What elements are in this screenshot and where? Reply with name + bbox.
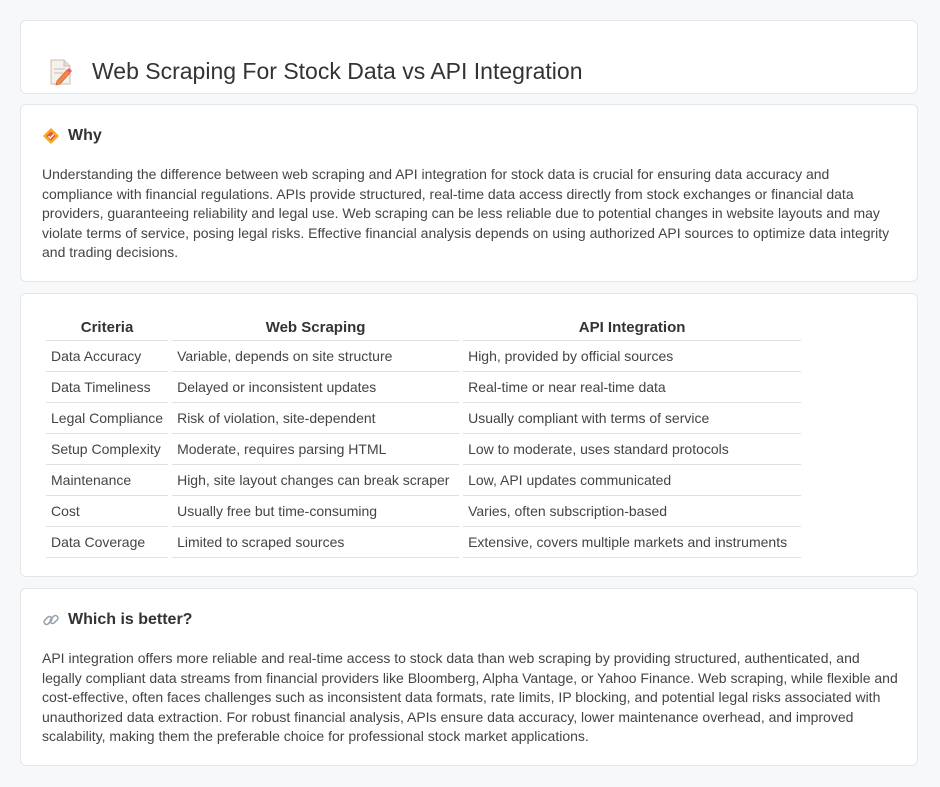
column-header: Web Scraping [172,315,459,341]
table-cell: Varies, often subscription-based [463,496,801,527]
table-row [46,496,801,527]
link-icon [42,611,60,629]
why-title: Why [68,127,102,144]
title-card [20,20,918,94]
table-cell: High, provided by official sources [463,341,801,372]
comparison-section [20,293,918,577]
column-header: API Integration [463,315,801,341]
table-cell: Low to moderate, uses standard protocols [463,434,801,465]
table-cell: Delayed or inconsistent updates [172,372,459,403]
diamond-icon [42,127,60,145]
table-row [46,403,801,434]
which-better-text: API integration offers more reliable and real-time access to stock data than web scraping by providing structured, authenticated, and legally compliant data streams from financial providers like Bloomberg, Alpha Vantage, or Yahoo Finance. Web scraping, while flexible and cost-effective, often faces challenges such as inconsistent data formats, rate limits, IP blocking, and potential legal risks associated with unauthorized data extraction. For robust financial analysis, APIs ensure data accuracy, lower maintenance overhead, and improved scalability, making them the preferable choice for professional stock market applications. [42,650,898,745]
table-cell: Setup Complexity [46,434,168,465]
table-cell: Cost [46,496,168,527]
table-row [46,465,801,496]
table-cell: Extensive, covers multiple markets and instruments [463,527,801,558]
why-section [20,104,918,282]
table-cell: Legal Compliance [46,403,168,434]
table-cell: Maintenance [46,465,168,496]
table-cell: Data Accuracy [46,341,168,372]
table-cell: Limited to scraped sources [172,527,459,558]
which-better-title: Which is better? [68,611,193,628]
table-cell: Data Coverage [46,527,168,558]
table-cell: Real-time or near real-time data [463,372,801,403]
why-text: Understanding the difference between web scraping and API integration for stock data is crucial for ensuring data accuracy and compliance with financial regulations. APIs provide structured, real-time data access directly from stock exchanges or financial data providers, guaranteeing reliability and legal use. Web scraping can be less reliable due to potential changes in website layouts and may violate terms of service, posing legal risks. Effective financial analysis depends on using authorized API sources to optimize data integrity and trading decisions. [42,166,890,261]
document-edit-icon [45,57,75,87]
table-row [46,434,801,465]
table-row [46,372,801,403]
comparison-table [42,315,805,558]
table-cell: Risk of violation, site-dependent [172,403,459,434]
table-cell: High, site layout changes can break scraper [172,465,459,496]
table-header-row [46,315,801,341]
which-better-section [20,588,918,766]
table-row [46,527,801,558]
table-row [46,341,801,372]
table-cell: Usually free but time-consuming [172,496,459,527]
table-cell: Moderate, requires parsing HTML [172,434,459,465]
table-cell: Variable, depends on site structure [172,341,459,372]
table-cell: Data Timeliness [46,372,168,403]
column-header: Criteria [46,315,168,341]
table-cell: Usually compliant with terms of service [463,403,801,434]
table-cell: Low, API updates communicated [463,465,801,496]
page-title: Web Scraping For Stock Data vs API Integration [92,58,583,85]
